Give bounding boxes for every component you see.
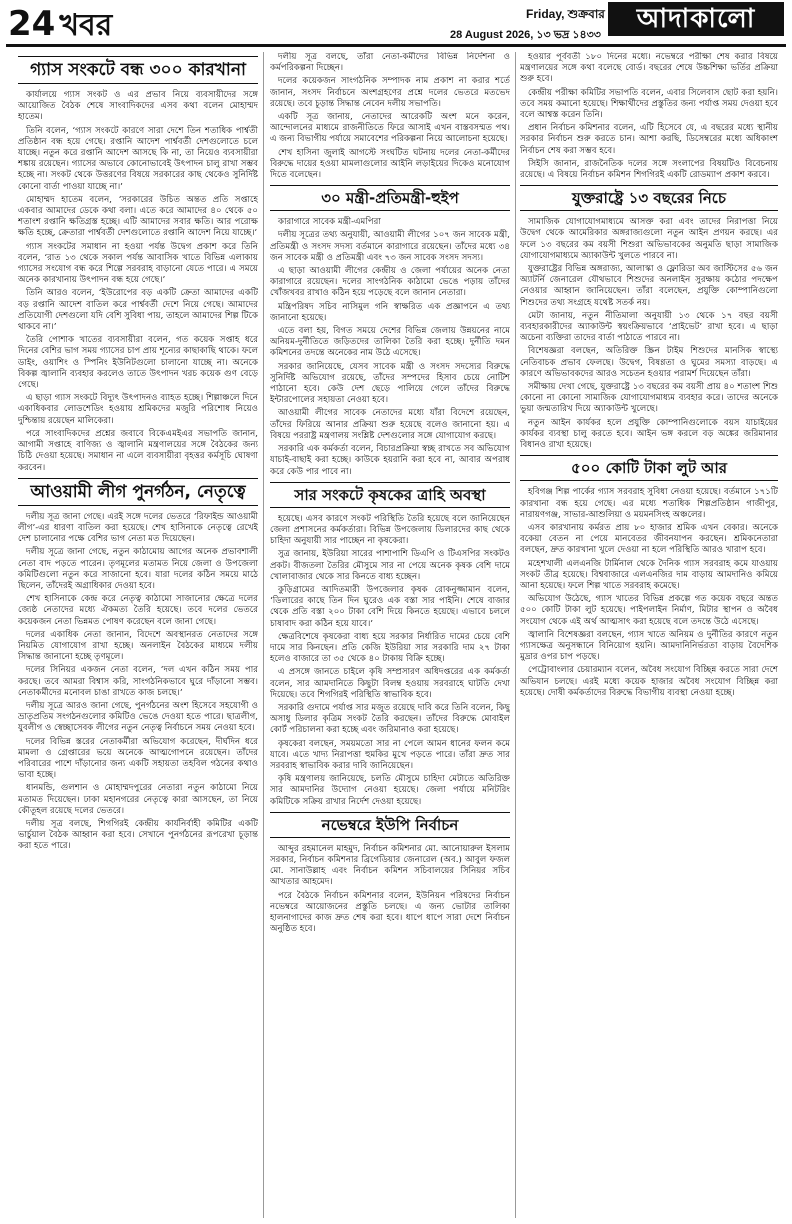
paragraph: দলের একাধিক নেতা জানান, বিদেশে অবস্থানরত নেতাদের সঙ্গে নিয়মিত যোগাযোগ রাখা হচ্ছে। অনলাইন বৈঠকের মাধ্যমে দলীয় সিদ্ধান্ত জানানো হচ্ছে তৃণমূলে। (18, 629, 258, 663)
article-fertilizer (270, 514, 510, 808)
paragraph: দলীয় সূত্র জানা গেছে। এরই সঙ্গে দলের ভেতরে ‘রিফাইন্ড আওয়ামী লীগ’-এর ধারণা বাতিল করা হয়েছে। শেখ হাসিনাকে নেতৃত্বে রেখেই দেশ চালানোর পক্ষে বেশির ভাগ নেতা মত দিয়েছেন। (18, 511, 258, 545)
paragraph: কৃষকেরা বলছেন, সময়মতো সার না পেলে আমন ধানের ফলন কমে যাবে। এতে খাদ্য নিরাপত্তা হুমকির মুখে পড়তে পারে। তাঁরা দ্রুত সার সরবরাহ স্বাভাবিক করার দাবি জানিয়েছেন। (270, 738, 510, 771)
paragraph: তিনি বলেন, ‘গ্যাস সংকটে কারণে সারা দেশে তিন শতাধিক পার্শ্বতী প্রতিষ্ঠান বন্ধ হয়ে গেছে। রপ্তানি আদেশ পার্শ্ববর্তী দেশগুলোতে চলে যাচ্ছে। নতুন করে রপ্তানি আদেশ আসছে কি না, তা নিয়েও ব্যবসায়ীরা শঙ্কায় রয়েছেন। গ্যাসের অভাবে কোনোভাবেই উৎপাদন চালু রাখা সম্ভব হচ্ছে না। সংকট থেকে উত্তরণের বিষয়ে সরকারের কাছ থেকেও সুনির্দিষ্ট কোনো বার্তা পাওয়া যাচ্ছে না।’ (18, 125, 258, 192)
column-divider (263, 52, 264, 1218)
paragraph: দলীয় সূত্র বলছে, তাঁরা নেতা-কর্মীদের বিভিন্ন নির্দেশনা ও কর্মপরিকল্পনা দিচ্ছেন। (270, 52, 510, 74)
paragraph: হয়েছে। এসব কারণে সংকট পরিস্থিতি তৈরি হয়েছে বলে জানিয়েছেন জেলা প্রশাসনের কর্মকর্তারা। বিভিন্ন উপজেলায় ডিলারদের কাছ থেকে চাহিদা অনুযায়ী সার পাচ্ছেন না কৃষকেরা। (270, 513, 510, 547)
article-usa-lead (520, 52, 778, 181)
paragraph: দলীয় সূত্রে আরও জানা গেছে, পুনর্গঠনের অংশ হিসেবে সহযোগী ও ভ্রাতৃপ্রতিম সংগঠনগুলোর কমিটিও ভেঙে দেওয়া হতে পারে। ছাত্রলীগ, যুবলীগ ও স্বেচ্ছাসেবক লীগের নতুন নেতৃত্ব নির্বাচনে সময় নেওয়া হবে। (18, 700, 258, 734)
headline-loot: ৫০০ কোটি টাকা লুট আর (520, 455, 778, 481)
paragraph: বিশেষজ্ঞরা বলছেন, অতিরিক্ত স্ক্রিন টাইম শিশুদের মানসিক স্বাস্থ্যে নেতিবাচক প্রভাব ফেলছে। উদ্বেগ, বিষণ্ণতা ও ঘুমের সমস্যা বাড়ছে। এ কারণে অভিভাবকদের আরও সচেতন হওয়ার পরামর্শ দিয়েছেন তাঁরা। (520, 346, 778, 379)
paragraph: কার্যালয়ে গ্যাস সংকট ও এর প্রভাব নিয়ে ব্যবসায়ীদের সঙ্গে আয়োজিত বৈঠক শেষে সাংবাদিকদের এসব কথা বলেন মোহাম্মদ হাতেম। (18, 90, 258, 123)
paragraph: ক্ষেত্রবিশেষে কৃষকেরা বাধ্য হয়ে সরকার নির্ধারিত দামের চেয়ে বেশি দামে সার কিনছেন। প্রতি কেজি ইউরিয়া সার সরকারি দাম ২৭ টাকা হলেও বাজারে তা ৩৫ থেকে ৪০ টাকায় বিক্রি হচ্ছে। (270, 631, 510, 665)
paragraph: সামাজিক যোগাযোগমাধ্যমে আসক্ত করা এবং তাদের নিরাপত্তা নিয়ে উদ্বেগ থেকে আমেরিকার অঙ্গরাজ্যগুলো নতুন আইন প্রণয়ন করছে। এর ফলে ১৩ বছরের কম বয়সী শিশুরা অভিভাবকের অনুমতি ছাড়া সামাজিক যোগাযোগমাধ্যমে অ্যাকাউন্ট খুলতে পারবে না। (520, 217, 778, 261)
paragraph: অভিযোগ উঠেছে, গ্যাস খাতের বিভিন্ন প্রকল্পে গত কয়েক বছরে অন্তত ৫০০ কোটি টাকা লুট হয়েছে। পাইপলাইন নির্মাণ, মিটার স্থাপন ও অবৈধ সংযোগ থেকে এই অর্থ আত্মসাৎ করা হয়েছে বলে তদন্তে উঠে এসেছে। (520, 594, 778, 627)
paragraph: কৃষি মন্ত্রণালয় জানিয়েছে, চলতি মৌসুমে চাহিদা মেটাতে অতিরিক্ত সার আমদানির উদ্যোগ নেওয়া হয়েছে। জেলা পর্যায়ে মনিটরিং কমিটিকে সক্রিয় রাখার নির্দেশ দেওয়া হয়েছে। (270, 774, 510, 807)
paragraph: সুত্র জানায়, ইউরিয়া সারের পাশাপাশি ডিএপি ও টিএসপির সংকটও প্রকট। বীজতলা তৈরির মৌসুমে সার না পেয়ে অনেক কৃষক বেশি দামে খোলাবাজার থেকে সার কিনতে বাধ্য হচ্ছেন। (270, 549, 510, 582)
paragraph: এ প্রসঙ্গে জানতে চাইলে কৃষি সম্প্রসারণ অধিদপ্তরের এক কর্মকর্তা বলেন, সার আমদানিতে কিছুটা বিলম্ব হওয়ায় সরবরাহে ঘাটতি দেখা দিয়েছে। তবে শিগগিরই পরিস্থিতি স্বাভাবিক হবে। (270, 667, 510, 700)
paragraph: আব্দুর রহমানেল মাহমুদ, নির্বাচন কমিশনার মো. আনোয়ারুল ইসলাম সরকার, নির্বাচন কমিশনার ব্রিগেডিয়ার জেনারেল (অব.) আবুল ফজল মো. সানাউল্লাহ এবং নির্বাচন কমিশন সচিবালয়ের সিনিয়র সচিব আখতার আহমেদ। (270, 843, 510, 888)
paragraph: এতে বলা হয়, বিগত সময়ে দেশের বিভিন্ন জেলায় উন্নয়নের নামে অনিয়ম-দুর্নীতিতে জড়িতদের তালিকা তৈরি করা হচ্ছে। দুর্নীতি দমন কমিশনের তদন্তে অনেকের নাম উঠে এসেছে। (270, 326, 510, 359)
page-number (8, 4, 112, 46)
paragraph: নতুন আইন কার্যকর হলে প্রযুক্তি কোম্পানিগুলোকে বয়স যাচাইয়ের কার্যকর ব্যবস্থা চালু করতে হবে। আইন ভঙ্গ করলে বড় অঙ্কের জরিমানার বিধানও রাখা হয়েছে। (520, 417, 778, 451)
headline-awami: আওয়ামী লীগ পুনর্গঠন, নেতৃত্বে (18, 478, 258, 506)
paragraph: এসব কারখানায় কর্মরত প্রায় ৮০ হাজার শ্রমিক এখন বেকার। অনেকে বকেয়া বেতন না পেয়ে মানবেতর জীবনযাপন করছেন। শ্রমিকনেতারা বলছেন, দ্রুত কারখানা খুলে দেওয়া না হলে পরিস্থিতি আরও খারাপ হবে। (520, 522, 778, 556)
date: 28 August 2026, ১৩ ভদ্র ১৪৩৩ (450, 29, 601, 41)
masthead-rule (6, 44, 786, 47)
article-gas (18, 90, 258, 474)
paragraph: এ ছাড়া গ্যাস সংকটে বিদ্যুৎ উৎপাদনও ব্যাহত হচ্ছে। শিল্পাঞ্চলে দিনে একাধিকবার লোডশেডিং হওয়ায় শ্রমিকদের মজুরি পরিশোধ নিয়েও দুশ্চিন্তায় রয়েছেন মালিকেরা। (18, 393, 258, 426)
paragraph: হওয়ার পূর্ববর্তী ১৮০ দিনের মধ্যে। নভেম্বরে পরীক্ষা শেষ করার বিষয়ে মন্ত্রণালয়ের সঙ্গে কথা বলেছে বোর্ড। বছরের শেষে উচ্চশিক্ষা ভর্তির প্রক্রিয়া শুরু হবে। (520, 52, 778, 85)
column-1 (18, 52, 258, 1218)
paragraph: আওয়ামী লীগের সাবেক নেতাদের মধ্যে যাঁরা বিদেশে রয়েছেন, তাঁদের ফিরিয়ে আনার প্রক্রিয়া শুরু হয়েছে বলেও জানানো হয়। এ বিষয়ে পররাষ্ট্র মন্ত্রণালয় সংশ্লিষ্ট দেশগুলোর সঙ্গে যোগাযোগ করছে। (270, 408, 510, 441)
paragraph: মহেশখালী এলএনজি টার্মিনাল থেকে দৈনিক গ্যাস সরবরাহ কমে যাওয়ায় সংকট তীব্র হয়েছে। বিশ্ববাজারে এলএনজির দাম বাড়ায় আমদানিও কমিয়ে আনা হয়েছে। ফলে শিল্প খাতে সরবরাহ কমেছে। (520, 558, 778, 591)
headline-gas: গ্যাস সংকটে বন্ধ ৩০০ কারখানা (18, 56, 258, 84)
paragraph: সরকারি গুদামে পর্যাপ্ত সার মজুত রয়েছে দাবি করে তিনি বলেন, কিছু অসাধু ডিলার কৃত্রিম সংকট তৈরি করছেন। তাঁদের বিরুদ্ধে মোবাইল কোর্ট পরিচালনা করা হচ্ছে এবং জরিমানাও করা হয়েছে। (270, 702, 510, 736)
paragraph: শেখ হাসিনা জুলাই আগস্টে সংঘটিত ঘটনায় দলের নেতা-কর্মীদের বিরুদ্ধে দায়ের হওয়া মামলাগুলোর আইনি লড়াইয়ের দিকেও মনোযোগ দিতে বলেছেন। (270, 147, 510, 181)
paragraph: প্রধান নির্বাচন কমিশনার বলেন, এটি হিসেবে যে, এ বছরের মধ্যে স্থানীয় সরকার নির্বাচন শুরু করতে চান। আশা করছি, ডিসেম্বরের মধ্যে অধিকাংশ নির্বাচন শেষ করা সম্ভব হবে। (520, 123, 778, 156)
page-number-value: 24 (8, 4, 56, 44)
paragraph: কেন্দ্রীয় পরীক্ষা কমিটির সভাপতি বলেন, এবার সিলেবাস ছোট করা হয়নি। তবে সময় কমানো হয়েছে। শিক্ষার্থীদের প্রস্তুতির জন্য পর্যাপ্ত সময় দেওয়া হবে বলে আশ্বস্ত করেন তিনি। (520, 87, 778, 121)
paragraph: মোহাম্মদ হাতেম বলেন, ‘সরকারের উচিত অন্তত প্রতি সপ্তাহে একবার আমাদের ডেকে কথা বলা। এতে করে আমাদের ৪০ থেকে ৫০ শতাংশ রপ্তানি ক্ষতিগ্রস্ত হচ্ছে। এটি আমাদের সবার ক্ষতি। আর পরোক্ষ ক্ষতি হচ্ছে, ক্রেতারা পার্শ্ববর্তী দেশগুলোতে রপ্তানি আদেশ নিয়ে যাচ্ছে।’ (18, 194, 258, 239)
day: Friday, শুক্রবার (526, 7, 605, 21)
column-divider (515, 52, 516, 1218)
paragraph: শেখ হাসিনাকে কেন্দ্র করে নেতৃত্ব কাঠামো সাজানোর ক্ষেত্রে দলের জ্যেষ্ঠ নেতাদের মধ্যে ঐকমত্য তৈরি হয়েছে। তবে দলের ভেতরে কয়েকজন নেতা ভিন্নমত পোষণ করেছেন বলে জানা গেছে। (18, 594, 258, 627)
paragraph: সরকারি এক কর্মকর্তা বলেন, বিচারপ্রক্রিয়া স্বচ্ছ রাখতে সব অভিযোগ যাচাই-বাছাই করা হচ্ছে। কাউকে হয়রানি করা হবে না, আবার অপরাধ করে কেউ পার পাবে না। (270, 444, 510, 477)
paragraph: পরে বৈঠকে নির্বাচন কমিশনার বলেন, ইউনিয়ন পরিষদের নির্বাচন নভেম্বরে আয়োজনের প্রস্তুতি চলছে। এ জন্য ভোটার তালিকা হালনাগাদের কাজ দ্রুত শেষ করা হবে। ধাপে ধাপে সারা দেশে নির্বাচন অনুষ্ঠিত হবে। (270, 890, 510, 935)
paragraph: মেটা জানায়, নতুন নীতিমালা অনুযায়ী ১৩ থেকে ১৭ বছর বয়সী ব্যবহারকারীদের অ্যাকাউন্ট স্বয়ংক্রিয়ভাবে ‘প্রাইভেট’ রাখা হবে। এ ছাড়া অচেনা ব্যক্তিরা তাদের বার্তা পাঠাতে পারবে না। (520, 310, 778, 344)
paragraph: সরকার জানিয়েছে, যেসব সাবেক মন্ত্রী ও সংসদ সদস্যের বিরুদ্ধে সুনির্দিষ্ট অভিযোগ রয়েছে, তাঁদের সম্পদের হিসাব চেয়ে নোটিশ পাঠানো হবে। কেউ দেশ ছেড়ে পালিয়ে গেলে তাঁদের বিরুদ্ধে ইন্টারপোলের সহায়তা নেওয়া হবে। (270, 361, 510, 406)
section-name: খবর (59, 8, 113, 43)
paragraph: দলীয় সূত্র বলছে, শিগগিরই কেন্দ্রীয় কার্যনির্বাহী কমিটির একটি ভার্চুয়াল বৈঠক আহ্বান করা হবে। সেখানে পুনর্গঠনের রূপরেখা চূড়ান্ত করা হতে পারে। (18, 818, 258, 852)
paragraph: কুড়িগ্রামের আদিতমারী উপজেলার কৃষক রোকনুজ্জামান বলেন, ‘ডিলারের কাছে তিন দিন ঘুরেও এক বস্তা সার পাইনি। শেষে বাজার থেকে প্রতি বস্তা ২০০ টাকা বেশি দিয়ে কিনতে হয়েছে। এভাবে চললে চাষাবাদ করা কঠিন হয়ে যাবে।’ (270, 584, 510, 629)
paragraph: দলীয় সূত্রে জানা গেছে, নতুন কাঠামোয় আগের অনেক প্রভাবশালী নেতা বাদ পড়তে পারেন। তৃণমূলের মতামত নিয়ে জেলা ও উপজেলা কমিটিগুলো নতুন করে সাজানো হবে। যারা দলের কঠিন সময়ে মাঠে ছিলেন, তাঁদেরই অগ্রাধিকার দেওয়া হবে। (18, 547, 258, 591)
paragraph: একটি সূত্র জানায়, নেতাদের আরেকটি অংশ মনে করেন, আন্দোলনের মাধ্যমে রাজনীতিতে ফিরে আসাই এখন বাস্তবসম্মত পথ। এ জন্য বিভাগীয় পর্যায়ে সমাবেশের পরিকল্পনা নিয়ে আলোচনা হয়েছে। (270, 112, 510, 145)
headline-upazila: নভেম্বরে ইউপি নির্বাচন (270, 812, 510, 838)
paragraph: কারাগারে সাবেক মন্ত্রী-এমপিরা (278, 217, 381, 228)
paragraph: দলের বিভিন্ন স্তরের নেতাকর্মীরা অভিযোগ করেছেন, দীর্ঘদিন ধরে মামলা ও গ্রেপ্তারের ভয়ে অনেকে আত্মগোপনে রয়েছেন। তাঁদের পরিবারের পাশে দাঁড়ানোর জন্য একটি সহায়তা তহবিল গঠনের কথাও ভাবা হচ্ছে। (18, 736, 258, 781)
paragraph: দলীয় সূত্রের তথ্য অনুযায়ী, আওয়ামী লীগের ১০৭ জন সাবেক মন্ত্রী, প্রতিমন্ত্রী ও সংসদ সদস্য বর্তমানে কারাগারে রয়েছেন। তাঁদের মধ্যে ৩৪ জন সাবেক মন্ত্রী ও প্রতিমন্ত্রী এবং ৭৩ জন সাবেক সংসদ সদস্য। (270, 230, 510, 263)
paragraph: সিইসি জানান, রাজনৈতিক দলের সঙ্গে সংলাপের বিষয়টিও বিবেচনায় রয়েছে। এ বিষয়ে নির্বাচন কমিশন শিগগিরই একটি রোডম্যাপ প্রকাশ করবে। (520, 158, 778, 181)
paragraph: মন্ত্রিপরিষদ সচিব নাসিমুল গনি স্বাক্ষরিত এক প্রজ্ঞাপনে এ তথ্য জানানো হয়েছে। (270, 301, 510, 323)
article-upazila (270, 844, 510, 936)
paragraph: তিনি আরও বলেন, ‘ইউরোপের বড় একটি ক্রেতা আমাদের একটি বড় রপ্তানি আদেশ বাতিল করে পার্শ্ববর্তী দেশে নিয়ে গেছে। আমাদের প্রতিযোগী দেশগুলো যদি বেশি সুবিধা পায়, তাহলে আমাদের শিল্প টিকে থাকবে না।’ (18, 288, 258, 333)
column-3 (520, 52, 778, 1218)
article-awami (18, 512, 258, 853)
column-2 (270, 52, 510, 1218)
paragraph: দলের কয়েকজন সাংগঠনিক সম্পাদক নাম প্রকাশ না করার শর্তে জানান, সংসদ নির্বাচনে অংশগ্রহণের প্রশ্নে দলের ভেতরে মতভেদ রয়েছে। তবে চূড়ান্ত সিদ্ধান্ত নেবেন দলীয় সভাপতি। (270, 76, 510, 109)
paragraph: পেট্রোবাংলার চেয়ারম্যান বলেন, অবৈধ সংযোগ বিচ্ছিন্ন করতে সারা দেশে অভিযান চলছে। এরই মধ্যে কয়েক হাজার অবৈধ সংযোগ বিচ্ছিন্ন করা হয়েছে। দোষী কর্মকর্তাদের বিরুদ্ধে বিভাগীয় ব্যবস্থা নেওয়া হচ্ছে। (520, 665, 778, 698)
paragraph: জ্বালানি বিশেষজ্ঞরা বলছেন, গ্যাস খাতে অনিয়ম ও দুর্নীতির কারণে নতুন গ্যাসক্ষেত্র অনুসন্ধানে বিনিয়োগ হয়নি। আমদানিনির্ভরতা বাড়ায় বৈদেশিক মুদ্রার ওপর চাপ পড়ছে। (520, 629, 778, 663)
paragraph: হবিগঞ্জ শিল্প পার্কের গ্যাস সরবরাহ সুবিধা নেওয়া হয়েছে। বর্তমানে ১৭১টি কারখানা বন্ধ হয়ে গেছে। এর মধ্যে শতাধিক শিল্পপ্রতিষ্ঠান গাজীপুর, নারায়ণগঞ্জ, সাভার-আশুলিয়া ও ময়মনসিংহ অঞ্চলের। (520, 487, 778, 520)
article-usa (520, 217, 778, 451)
masthead (0, 0, 792, 46)
article-pol (270, 52, 510, 181)
headline-usa: যুক্তরাষ্ট্রে ১৩ বছরের নিচে (520, 185, 778, 211)
newspaper-logo: আদাকালো (608, 2, 784, 36)
paragraph: তৈরি পোশাক খাতের ব্যবসায়ীরা বলেন, গত কয়েক সপ্তাহ ধরে দিনের বেশির ভাগ সময় গ্যাসের চাপ প্রায় শূন্যের কাছাকাছি থাকে। ফলে ডাইং, ওয়াশিং ও স্পিনিং ইউনিটগুলো চালানো যাচ্ছে না। অনেকে বিকল্প জ্বালানি ব্যবহার করলেও তাতে উৎপাদন খরচ কয়েক গুণ বেড়ে গেছে। (18, 335, 258, 391)
paragraph: ধানমন্ডি, গুলশান ও মোহাম্মদপুরের নেতারা নতুন কাঠামো নিয়ে মতামত দিয়েছেন। ঢাকা মহানগরের নেতৃত্বে কারা আসছেন, তা নিয়ে কৌতূহল রয়েছে দলের ভেতরে। (18, 783, 258, 816)
paragraph: দলের সিনিয়র একজন নেতা বলেন, ‘দল এখন কঠিন সময় পার করছে। তবে আমরা বিশ্বাস করি, সাংগঠনিকভাবে ঘুরে দাঁড়ানো সম্ভব। নেতাকর্মীদের মনোবল চাঙা রাখতে কাজ চলছে।’ (18, 665, 258, 698)
paragraph: এ ছাড়া আওয়ামী লীগের কেন্দ্রীয় ও জেলা পর্যায়ের অনেক নেতা কারাগারে রয়েছেন। দলের সাংগঠনিক কাঠামো ভেঙে পড়ায় তাঁদের খোঁজখবর রাখাও কঠিন হয়ে পড়েছে বলে জানান নেতারা। (270, 266, 510, 299)
article-ministers (270, 217, 510, 477)
headline-fertilizer: সার সংকটে কৃষকের ত্রাহি অবস্থা (270, 482, 510, 508)
paragraph: সমীক্ষায় দেখা গেছে, যুক্তরাষ্ট্রে ১৩ বছরের কম বয়সী প্রায় ৪০ শতাংশ শিশু কোনো না কোনো সামাজিক যোগাযোগমাধ্যম ব্যবহার করে। তাদের অনেকে ভুয়া জন্মতারিখ দিয়ে অ্যাকাউন্ট খুলেছে। (520, 382, 778, 415)
article-loot (520, 487, 778, 699)
paragraph: গ্যাস সংকটের সমাধান না হওয়া পর্যন্ত উদ্বেগ প্রকাশ করে তিনি বলেন, ‘রাত ১৩ থেকে সকাল পর্যন্ত আবাসিক খাতে বিভিন্ন এলাকায় গ্যাসের সংযোগ বন্ধ করে শিল্পে সরবরাহ বাড়ানো যেতে পারে। এ সময়ে অনেক কারখানায় উৎপাদন বন্ধ হয়ে গেছে।’ (18, 241, 258, 286)
headline-ministers: ৩০ মন্ত্রী-প্রতিমন্ত্রী-হুইপ (270, 185, 510, 211)
paragraph: যুক্তরাষ্ট্রের বিভিন্ন অঙ্গরাজ্য, আলাস্কা ও ফ্লোরিডা অব জাস্টিসের ৫৬ জন অ্যাটর্নি জেনারেল যৌথভাবে শিশুদের অনলাইন সুরক্ষায় কঠোর পদক্ষেপ নেওয়ার আহ্বান জানিয়েছেন। তাঁরা বলেছেন, প্রযুক্তি কোম্পানিগুলো শিশুদের তথ্য সংগ্রহে যথেষ্ট সতর্ক নয়। (520, 264, 778, 308)
paragraph: পরে সাংবাদিকদের প্রশ্নের জবাবে বিকেএমইএর সভাপতি জানান, আগামী সপ্তাহে বাণিজ্য ও জ্বালানি মন্ত্রণালয়ের সঙ্গে বৈঠকের জন্য চিঠি দেওয়া হয়েছে। সমাধান না এলে ব্যবসায়ীরা বৃহত্তর কর্মসূচি ঘোষণা করবেন। (18, 428, 258, 473)
